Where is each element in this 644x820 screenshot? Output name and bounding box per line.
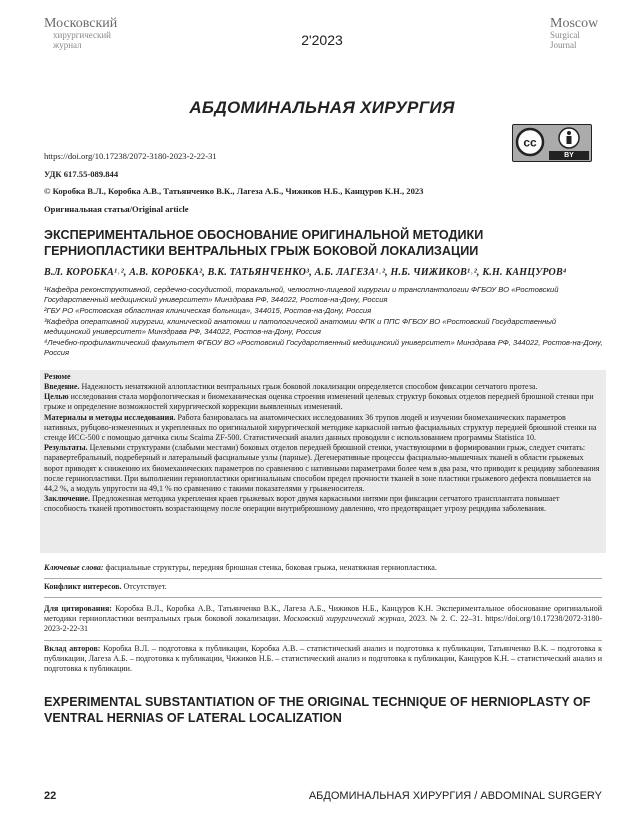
authors-line: В.Л. КОРОБКА¹˒², А.В. КОРОБКА², В.К. ТАТЬЯНЧЕНКО³, А.Б. ЛАГЕЗА¹˒², Н.Б. ЧИЖИКОВ¹˒², К.Н. КАНЦУРОВ⁴	[44, 267, 567, 278]
affiliation-4: ⁴Лечебно-профилактический факультет ФГБОУ ВО «Ростовский Государственный медицинский университет» Минздрава РФ, 344022, Ростов-на-Дону, Россия	[44, 338, 603, 357]
copyright-line: © Коробка В.Л., Коробка А.В., Татьянченко В.К., Лагеза А.Б., Чижиков Н.Б., Канцуров К.Н., 2023	[44, 186, 424, 196]
udk-code: УДК 617.55-089.844	[44, 169, 119, 179]
issue-number: 2'2023	[301, 32, 343, 48]
article-type: Оригинальная статья/Original article	[44, 204, 189, 214]
separator	[44, 640, 602, 641]
conflict-of-interest: Конфликт интересов. Отсутствует.	[44, 582, 167, 591]
abstract-conclusion: Заключение. Предложенная методика укрепления краев грыжевых ворот двумя каркасными нитями при фиксации сетчатого трансплантата повышает способность тканей противостоять возрастающему после операции внутрибрюшному давлению, что предотвращает угрозу рецидива заболевания.	[44, 494, 560, 514]
abstract-intro: Введение. Надежность ненатяжной аллопластики вентральных грыж боковой локализации определяется способом фиксации сетчатого протеза.	[44, 382, 538, 391]
cc-by-label: BY	[549, 151, 589, 160]
footer-section: АБДОМИНАЛЬНАЯ ХИРУРГИЯ / ABDOMINAL SURGERY	[308, 790, 602, 802]
article-title-ru: ЭКСПЕРИМЕНТАЛЬНОЕ ОБОСНОВАНИЕ ОРИГИНАЛЬНОЙ МЕТОДИКИ ГЕРНИОПЛАСТИКИ ВЕНТРАЛЬНЫХ ГРЫЖ БОКОВОЙ ЛОКАЛИЗАЦИИ	[44, 228, 484, 258]
abstract-results: Результаты. Целевыми структурами (слабыми местами) боковых отделов передней брюшной стенки, участвующими в формировании грыж, следует считать: паравертебральный, подреберный и латеральный фасциальные узлы (парные). Дегенеративные процессы фасциально-мышечных тканей в области грыжевых ворот приводят к снижению их биомеханических параметров по сравнению с нативными параметрами более чем в два раза, что приводит к рецидиву заболевания после герниопластики. При выполнении герниопластики оригинальным способом предел прочности тканей в зоне пластики грыжевого дефекта повышается на 44,2 %, а модуль упругости на 49,1 % по сравнению с такими показателями у грыженосителя.	[44, 443, 600, 494]
separator	[44, 597, 602, 598]
page-number: 22	[44, 790, 57, 802]
article-title-en: EXPERIMENTAL SUBSTANTIATION OF THE ORIGINAL TECHNIQUE OF HERNIOPLASTY OF VENTRAL HERNIAS OF LATERAL LOCALIZATION	[44, 695, 591, 725]
logo-en-line-3: Journal	[550, 40, 577, 50]
author-contribution: Вклад авторов: Коробка В.Л. – подготовка к публикации, Коробка А.В. – статистический анализ и подготовка к публикации, Татьянченко В.К. – подготовка к публикации, Лагеза А.Б. – подготовка к публикации, Чижиков Н.Б. – статистический анализ и подготовка к публикации, Канцуров К.Н. – статистический анализ и подготовка к публикации.	[44, 644, 602, 674]
journal-logo-en	[550, 16, 599, 50]
logo-ru-line-2: хирургический	[53, 30, 111, 40]
cc-license-badge[interactable]	[512, 124, 592, 162]
logo-en-line-1: Moscow	[550, 16, 599, 31]
logo-ru-line-1: Московский	[44, 16, 118, 31]
section-title: АБДОМИНАЛЬНАЯ ХИРУРГИЯ	[189, 98, 455, 117]
logo-en-line-2: Surgical	[550, 30, 580, 40]
citation: Для цитирования: Коробка В.Л., Коробка А.В., Татьянченко В.К., Лагеза А.Б., Чижиков Н.Б., Канцуров К.Н. Экспериментальное обоснование оригинальной методики герниопластики вентральных грыж боковой локализации. Московский хирургический журнал, 2023. № 2. С. 22–31. https://doi.org/10.17238/2072-3180-2023-2-22-31	[44, 604, 603, 634]
doi-link[interactable]: https://doi.org/10.17238/2072-3180-2023-2-22-31	[44, 151, 217, 161]
abstract-methods: Материалы и методы исследования. Работа базировалась на анатомических исследованиях 36 трупов людей и изучении биомеханических параметров нативных, рубцово-измененных и укрепленных по оригинальной хирургической методике каркасной нитью фасциальных структур передней брюшной стенки на стенде ИСС-500 с помощью датчика силы Scaima ZF-500. Статистический анализ данных проводили с использованием программы Statistica 10.	[44, 412, 597, 443]
affiliation-2: ²ГБУ РО «Ростовская областная клиническая больница», 344015, Ростов-на-Дону, Россия	[44, 306, 372, 315]
abstract-heading: Резюме	[44, 372, 71, 381]
separator	[44, 578, 602, 579]
abstract-body	[44, 382, 600, 515]
abstract-aim: Целью исследования стала морфологическая и биомеханическая оценка строения изменений целевых структур боковых отделов передней брюшной стенки при грыже и определение возможностей хирургической коррекции выявленных изменений.	[44, 392, 594, 412]
keywords: Ключевые слова: фасциальные структуры, передняя брюшная стенка, боковая грыжа, ненатяжная герниопластика.	[44, 563, 437, 572]
logo-ru-line-3: журнал	[53, 40, 82, 50]
affiliation-1: ¹Кафедра реконструктивной, сердечно-сосудистой, торакальной, челюстно-лицевой хирургии и трансплантологии ФГБОУ ВО «Ростовский Государственный медицинский университет» Минздрава РФ, 344022, Ростов-на-Дону, Россия	[44, 285, 559, 304]
svg-text:cc: cc	[523, 135, 537, 150]
affiliation-3: ³Кафедра оперативной хирургии, клинической анатомии и патологической анатомии ФПК и ППС ФГБОУ ВО «Ростовский Государственный медицинский университет» Минздрава РФ, 344022, Ростов-на-Дону, Россия	[44, 317, 557, 336]
